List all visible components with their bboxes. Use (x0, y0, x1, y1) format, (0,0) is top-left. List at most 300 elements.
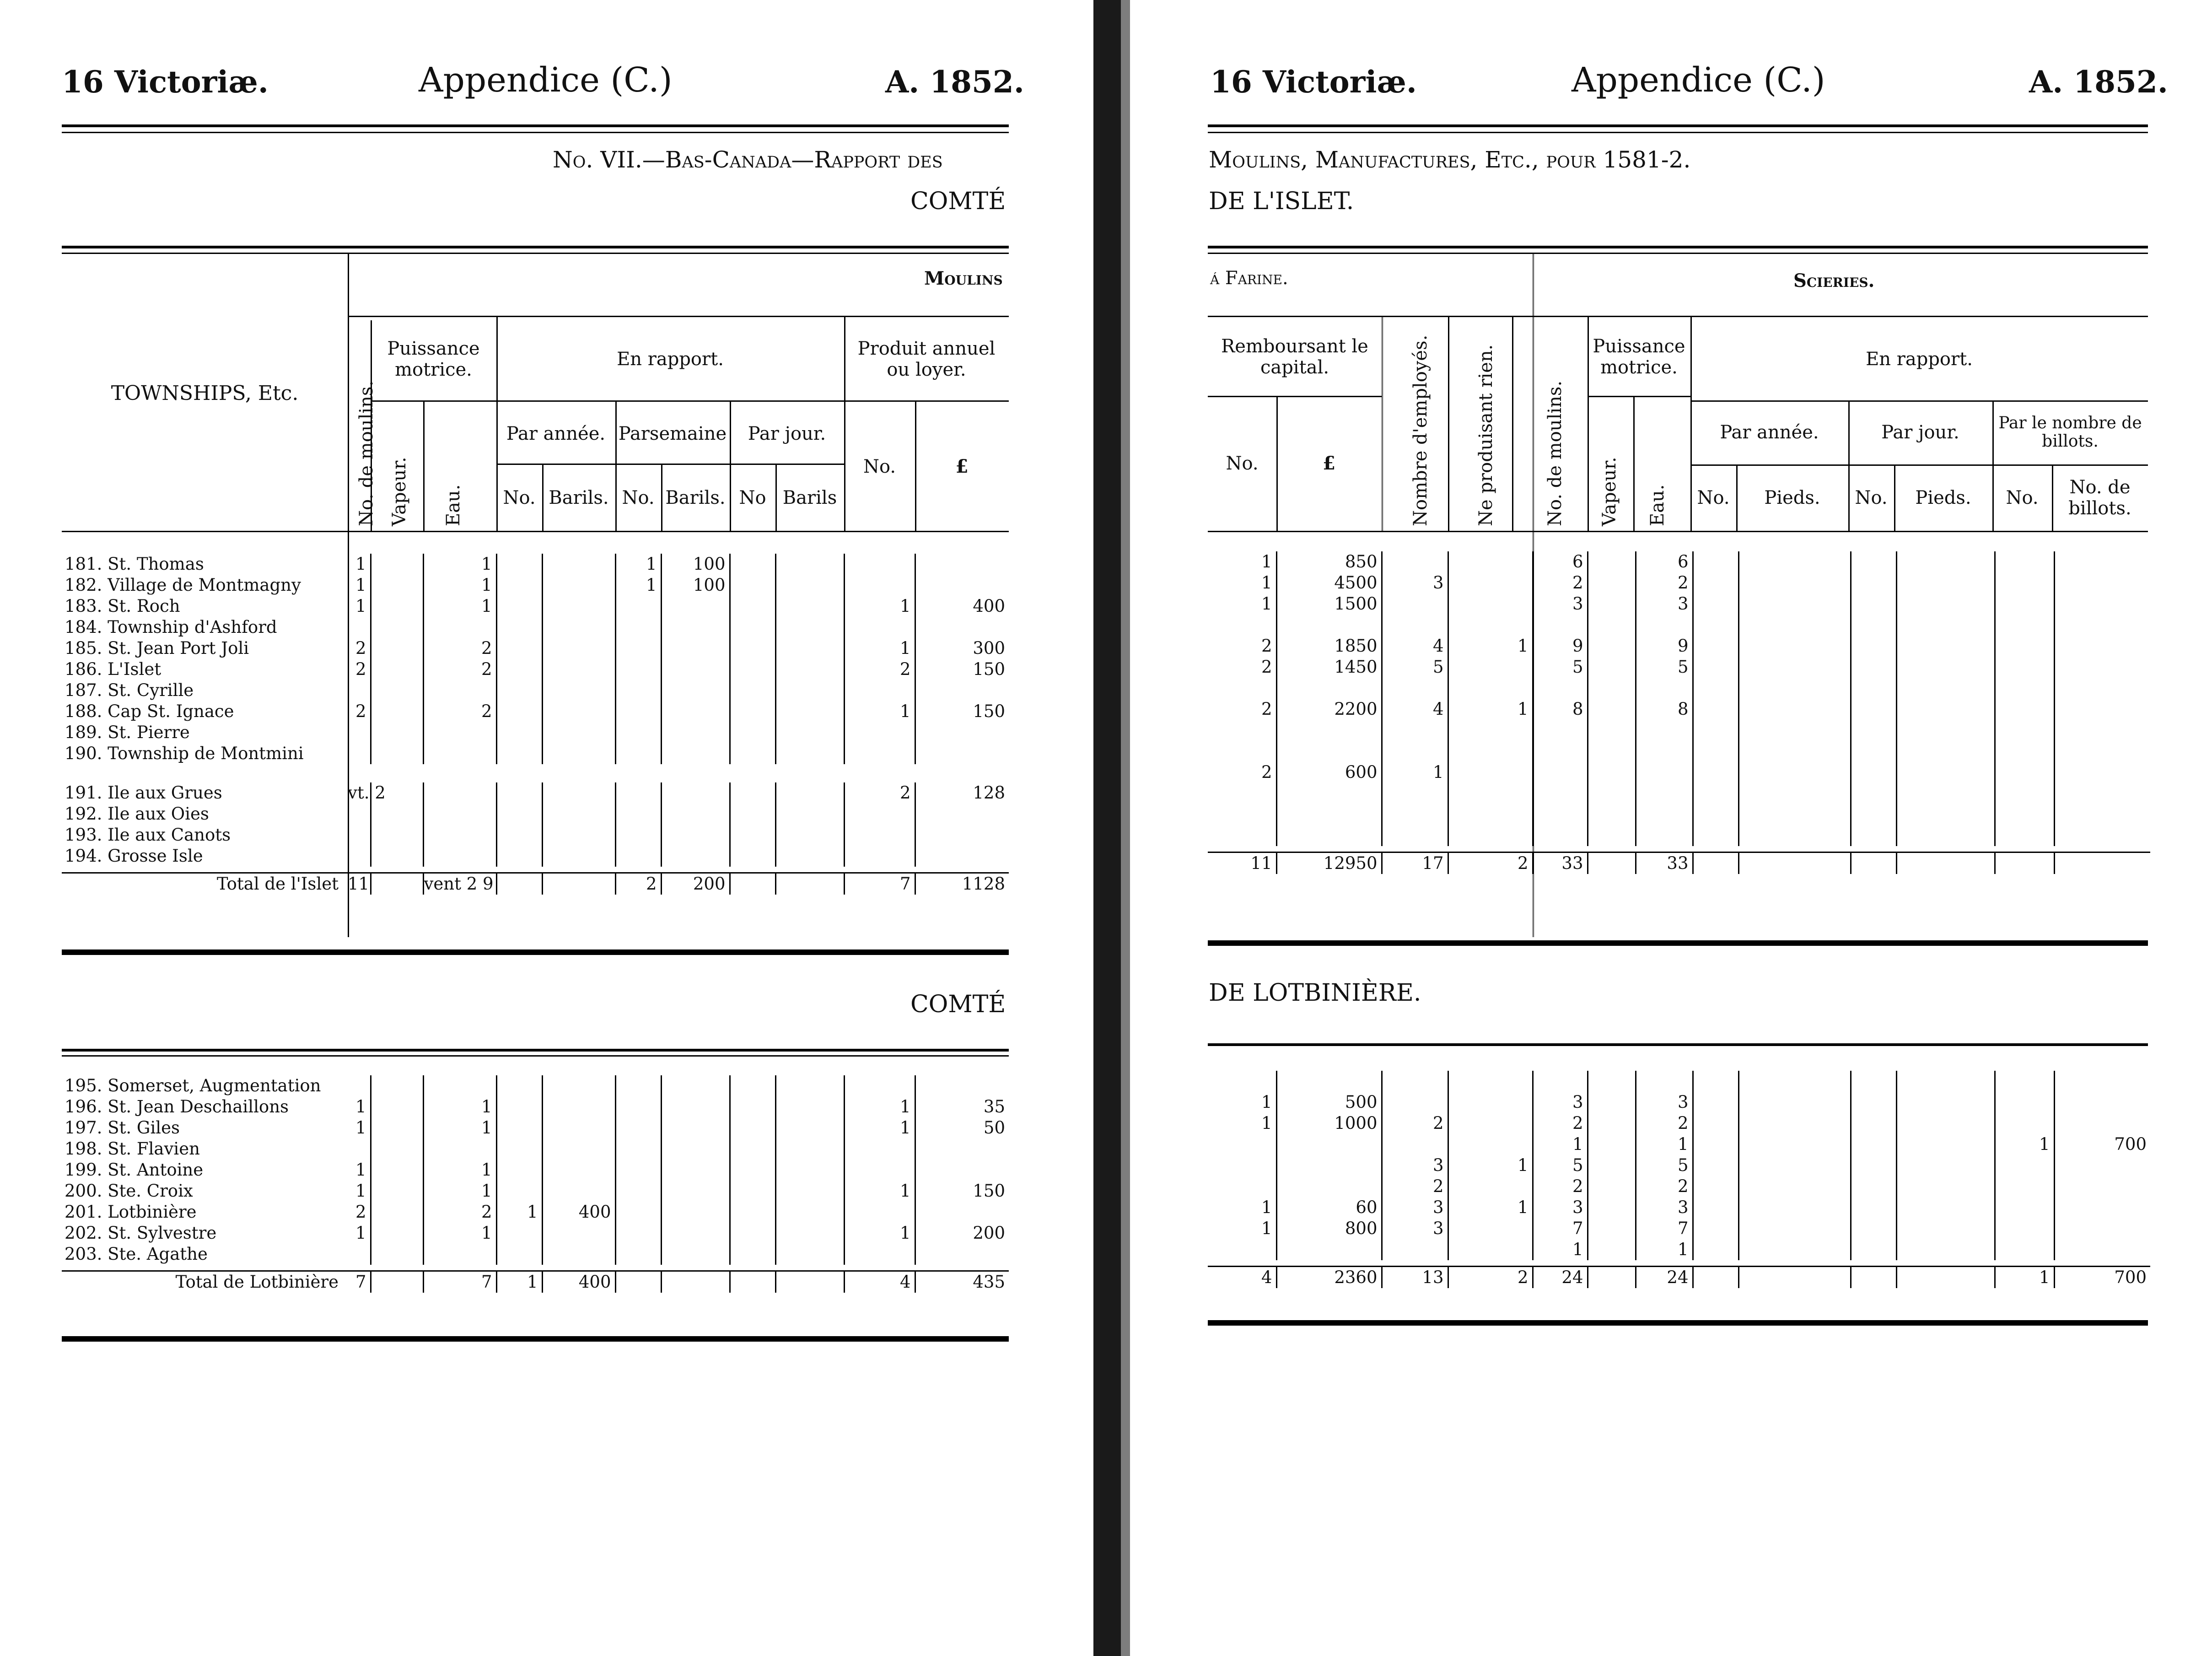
col-no-moulins: No. de moulins. (356, 380, 377, 526)
cell-pr_no (844, 1244, 915, 1265)
cell-nm: 6 (1533, 551, 1588, 572)
cell-pj_no (1851, 825, 1896, 846)
cell-emp: 3 (1382, 572, 1448, 593)
cell-vapeur (371, 701, 423, 722)
cell-rno: 1 (1208, 1218, 1276, 1239)
cell-pj_no (730, 846, 775, 867)
cell-eau: 9 (1636, 636, 1693, 657)
cell-pb_no (1995, 852, 2054, 874)
cell-pj_no (1851, 762, 1896, 783)
cell-vapeur (371, 722, 423, 743)
cell-pj_no (1851, 852, 1896, 874)
cell-pb_no (1995, 551, 2054, 572)
cell-ps_b (661, 1271, 730, 1293)
cell-np (1448, 551, 1533, 572)
cell-emp: 2 (1382, 1113, 1448, 1134)
cell-np: 2 (1448, 1267, 1533, 1289)
cell-pj_no (730, 1223, 775, 1244)
cell-moulins (348, 722, 371, 743)
cell-pa_b (542, 575, 615, 596)
col-en-rapport: En rapport. (1866, 349, 1973, 370)
cell-pj_no (1851, 615, 1896, 636)
hdr-vl (661, 464, 662, 531)
cell-pa_p (1738, 615, 1851, 636)
cell-rl (1276, 804, 1382, 825)
cell-ps_no (615, 680, 661, 701)
cell-pa_p (1738, 657, 1851, 678)
col-employes: Nombre d'employés. (1410, 334, 1431, 526)
cell-vap (1588, 852, 1636, 874)
col-pb-no: No. (2006, 487, 2039, 508)
cell-rno (1208, 825, 1276, 846)
cell-emp: 13 (1382, 1267, 1448, 1289)
cell-rno: 1 (1208, 1092, 1276, 1113)
cell-pa_p (1738, 572, 1851, 593)
cell-eau: 5 (1636, 657, 1693, 678)
cell-pj_no (730, 1244, 775, 1265)
cell-eau (423, 825, 496, 846)
cell-pr_no (844, 846, 915, 867)
cell-eau: 8 (1636, 699, 1693, 720)
row-number: 195. (65, 1076, 108, 1095)
separator-cell (62, 1265, 1009, 1271)
row-number: 196. (65, 1097, 108, 1117)
cell-moulins: 2 (348, 659, 371, 680)
cell-pr_no (844, 554, 915, 575)
cell-pj_no (730, 1117, 775, 1138)
township-name (62, 722, 348, 743)
table-row (62, 743, 1009, 764)
cell-pj_b (775, 873, 844, 895)
cell-pj_b (775, 1271, 844, 1293)
cell-nm: 2 (1533, 572, 1588, 593)
table-row (1208, 1155, 2150, 1176)
township-name (62, 659, 348, 680)
cell-ps_b (661, 659, 730, 680)
cell-pa_b (542, 701, 615, 722)
cell-pj_b (775, 575, 844, 596)
cell-eau (423, 782, 496, 804)
cell-pj_no (1851, 741, 1896, 762)
cell-emp (1382, 678, 1448, 699)
cell-pb_no (1995, 1071, 2054, 1092)
cell-nm: 7 (1533, 1218, 1588, 1239)
cell-pa_b (542, 1075, 615, 1096)
table-row (1208, 1239, 2150, 1260)
cell-pr_l (915, 554, 1009, 575)
cell-nm (1533, 615, 1588, 636)
township-label: Ile aux Grues (108, 783, 222, 803)
cell-eau (423, 722, 496, 743)
cell-np (1448, 1113, 1533, 1134)
cell-pr_no (844, 1138, 915, 1160)
cell-pa_p (1738, 1218, 1851, 1239)
township-name (62, 782, 348, 804)
cell-pj_p (1896, 657, 1995, 678)
table-row (62, 804, 1009, 825)
table-row (1208, 636, 2150, 657)
cell-eau: 2 (1636, 1176, 1693, 1197)
cell-eau: 2 (423, 659, 496, 680)
cell-pb_no (1995, 572, 2054, 593)
cell-pr_l: 400 (973, 596, 1005, 616)
cell-pb_no (1995, 1176, 2054, 1197)
cell-rl (1276, 1134, 1382, 1155)
cell-eau: 1 (423, 554, 496, 575)
cell-pa_p (1738, 593, 1851, 615)
cell-rno: 1 (1208, 551, 1276, 572)
cell-pb_b (2054, 1176, 2150, 1197)
cell-pa_p (1738, 551, 1851, 572)
table-row (1208, 678, 2150, 699)
cell-vapeur (371, 617, 423, 638)
table-row (1208, 720, 2150, 741)
cell-pb_no (1995, 593, 2054, 615)
col-par-semaine: Parsemaine (618, 423, 727, 444)
cell-vap (1588, 636, 1636, 657)
hdr-line-1 (1208, 316, 2148, 317)
table-row (1208, 1113, 2150, 1134)
cell-pa_b (542, 1138, 615, 1160)
row-number: 192. (65, 804, 108, 824)
total-label: Total de Lotbinière (175, 1272, 339, 1292)
cell-vap (1588, 572, 1636, 593)
header-rule-2 (1208, 132, 2148, 133)
cell-ps_b: 200 (661, 873, 730, 895)
cell-rno (1208, 720, 1276, 741)
cell-ps_no (615, 596, 661, 617)
cell-ps_no (615, 659, 661, 680)
cell-pa_no (496, 659, 542, 680)
table-row (1208, 783, 2150, 804)
cell-np (1448, 615, 1533, 636)
col-par-annee: Par année. (1720, 422, 1819, 443)
cell-ps_b (661, 596, 730, 617)
cell-pr_l: 200 (973, 1223, 1005, 1243)
cell-pr_no (844, 722, 915, 743)
cell-pj_p (1896, 852, 1995, 874)
cell-rno (1208, 741, 1276, 762)
table-row (62, 1181, 1009, 1202)
cell-pa_p (1738, 1113, 1851, 1134)
cell-eau: 2 (423, 701, 496, 722)
township-name (62, 596, 348, 617)
cell-eau: 1 (423, 596, 496, 617)
cell-rl: 1500 (1276, 593, 1382, 615)
cell-pj_b (775, 701, 844, 722)
cell-emp (1382, 825, 1448, 846)
township-label: Ste. Croix (108, 1181, 193, 1201)
cell-vap (1588, 825, 1636, 846)
cell-pa_no (496, 554, 542, 575)
cell-eau (423, 617, 496, 638)
cell-pb_b (2054, 852, 2150, 874)
cell-pj_p (1896, 699, 1995, 720)
cell-np: 1 (1448, 636, 1533, 657)
township-name (62, 1117, 348, 1138)
cell-vap (1588, 741, 1636, 762)
cell-pr_no: 2 (844, 782, 915, 804)
cell-rl: 600 (1276, 762, 1382, 783)
cell-pa_b (542, 1160, 615, 1181)
cell-vap (1588, 1197, 1636, 1218)
cell-vapeur (371, 554, 423, 575)
cell-pa_p (1738, 1267, 1851, 1289)
cell-emp (1382, 615, 1448, 636)
cell-pb_no (1995, 720, 2054, 741)
cell-pa_p (1738, 1155, 1851, 1176)
table-row (62, 1160, 1009, 1181)
cell-eau (1636, 825, 1693, 846)
cell-emp (1382, 783, 1448, 804)
cell-pa_no (1693, 1155, 1738, 1176)
col-pa-barils: Barils. (549, 487, 609, 508)
cell-moulins (348, 617, 371, 638)
cell-pj_b (775, 1138, 844, 1160)
cell-pa_no (496, 1160, 542, 1181)
col-pb-billots: No. de billots. (2068, 476, 2131, 519)
cell-nm: 8 (1533, 699, 1588, 720)
cell-ps_no (615, 1160, 661, 1181)
cell-pa_no (496, 1117, 542, 1138)
cell-ps_b (661, 1181, 730, 1202)
cell-pj_no (1851, 1134, 1896, 1155)
col-pa-no: No. (503, 487, 536, 508)
cell-ps_b (661, 1096, 730, 1117)
cell-np (1448, 825, 1533, 846)
cell-ps_no (615, 1244, 661, 1265)
cell-np: 1 (1448, 1155, 1533, 1176)
cell-vapeur (371, 743, 423, 764)
row-number: 189. (65, 723, 108, 742)
cell-ps_no (615, 1181, 661, 1202)
cell-pb_no (1995, 1197, 2054, 1218)
table-row (62, 1096, 1009, 1117)
cell-pa_p (1738, 1134, 1851, 1155)
cell-moulins (348, 680, 371, 701)
cell-pj_b (775, 743, 844, 764)
cell-np (1448, 593, 1533, 615)
col-eau: Eau. (1647, 484, 1668, 526)
cell-emp: 4 (1382, 699, 1448, 720)
township-label: Ile aux Canots (108, 825, 231, 845)
hdr-line-2b (1588, 396, 1690, 397)
cell-ps_no (615, 617, 661, 638)
cell-pr_l (915, 1138, 1009, 1160)
cell-pa_no (1693, 1267, 1738, 1289)
cell-ps_b (661, 743, 730, 764)
township-label: St. Jean Port Joli (108, 638, 249, 658)
hdr-vl (1588, 316, 1589, 531)
cell-pa_no: 1 (496, 1202, 542, 1223)
cell-pb_b (2054, 678, 2150, 699)
cell-nm: 3 (1533, 1092, 1588, 1113)
cell-moulins (348, 1138, 371, 1160)
cell-pr_l: 128 (973, 783, 1005, 803)
cell-np: 1 (1448, 1197, 1533, 1218)
cell-pb_no (1995, 741, 2054, 762)
cell-np (1448, 741, 1533, 762)
cell-pj_no (1851, 1071, 1896, 1092)
cell-pa_no (1693, 1113, 1738, 1134)
cell-pr_no (844, 743, 915, 764)
cell-eau: 1 (423, 575, 496, 596)
cell-pj_no (730, 1138, 775, 1160)
cell-pj_b (775, 804, 844, 825)
header-right: A. 1852. (885, 64, 1024, 100)
cell-emp (1382, 1071, 1448, 1092)
cell-pa_no (496, 701, 542, 722)
cell-eau: 6 (1636, 551, 1693, 572)
table2-top-rule (1208, 1043, 2148, 1046)
cell-pa_no (1693, 1218, 1738, 1239)
cell-pj_no (730, 680, 775, 701)
cell-moulins (348, 1244, 371, 1265)
table-row (62, 638, 1009, 659)
cell-pa_b (542, 554, 615, 575)
cell-vapeur (371, 1223, 423, 1244)
cell-pa_p (1738, 1176, 1851, 1197)
cell-pb_no (1995, 1113, 2054, 1134)
cell-vap (1588, 551, 1636, 572)
right-page (1130, 0, 2212, 1656)
cell-pa_b (542, 1096, 615, 1117)
header-rule (1208, 124, 2148, 127)
cell-pj_no (730, 722, 775, 743)
col-vapeur: Vapeur. (389, 457, 410, 526)
separator-cell (1208, 1260, 2150, 1267)
township-label: Township de Montmini (108, 744, 304, 763)
cell-pr_l (915, 680, 1009, 701)
cell-pb_b: 700 (2114, 1268, 2147, 1287)
cell-eau: 2 (423, 1202, 496, 1223)
cell-np (1448, 804, 1533, 825)
cell-emp: 17 (1382, 852, 1448, 874)
separator-cell (62, 867, 1009, 873)
cell-pa_no (1693, 1092, 1738, 1113)
table-row (1208, 593, 2150, 615)
cell-rl: 800 (1276, 1218, 1382, 1239)
township-label: Somerset, Augmentation (108, 1076, 321, 1095)
col-pj-no: No. (1855, 487, 1888, 508)
cell-rno (1208, 615, 1276, 636)
cell-pj_p (1896, 804, 1995, 825)
cell-moulins: 1 (348, 596, 371, 617)
separator-cell (1208, 846, 2150, 852)
cell-eau (1636, 678, 1693, 699)
cell-vapeur (371, 1075, 423, 1096)
cell-pj_b (775, 1244, 844, 1265)
township-label: Cap St. Ignace (108, 701, 234, 721)
header-right: A. 1852. (2029, 64, 2168, 100)
spacer-row (62, 764, 1009, 782)
cell-np (1448, 762, 1533, 783)
county-label-lotbiniere: DE LOTBINIÈRE. (1209, 979, 1421, 1007)
cell-moulins: 1 (348, 554, 371, 575)
cell-pb_b (2054, 825, 2150, 846)
cell-emp (1382, 1134, 1448, 1155)
col-par-jour: Par jour. (1881, 422, 1959, 443)
cell-eau (1636, 720, 1693, 741)
row-number: 193. (65, 825, 108, 845)
cell-pj_b (775, 782, 844, 804)
township-name (62, 1202, 348, 1223)
cell-pa_no (496, 873, 542, 895)
cell-pr_l (915, 1075, 1009, 1096)
cell-ps_no (615, 1202, 661, 1223)
cell-pj_p (1896, 825, 1995, 846)
cell-nm (1533, 762, 1588, 783)
cell-emp: 3 (1382, 1155, 1448, 1176)
cell-pa_no (496, 596, 542, 617)
cell-rno (1208, 1239, 1276, 1260)
book-gutter (1093, 0, 1130, 1656)
hdr-vl (2052, 464, 2053, 531)
cell-eau: 5 (1636, 1155, 1693, 1176)
hdr-bottom-line (1208, 531, 2148, 532)
cell-pa_b (542, 596, 615, 617)
cell-nm (1533, 783, 1588, 804)
cell-pa_b (542, 1181, 615, 1202)
hdr-vl (496, 316, 498, 531)
cell-eau: 1 (423, 1223, 496, 1244)
cell-ps_b: 100 (661, 554, 730, 575)
cell-pa_p (1738, 1071, 1851, 1092)
cell-pb_b (2054, 551, 2150, 572)
cell-emp (1382, 741, 1448, 762)
cell-pb_b (2054, 1092, 2150, 1113)
cell-moulins: 1 (348, 1117, 371, 1138)
cell-pa_no (496, 782, 542, 804)
township-name (62, 1223, 348, 1244)
cell-pa_no (1693, 551, 1738, 572)
cell-moulins: 1 (348, 1181, 371, 1202)
row-number: 182. (65, 575, 108, 595)
row-number: 186. (65, 659, 108, 679)
cell-pj_p (1896, 636, 1995, 657)
cell-moulins: 1 (348, 1223, 371, 1244)
cell-nm (1533, 825, 1588, 846)
cell-pj_p (1896, 1071, 1995, 1092)
col-puissance: Puissance motrice. (1593, 336, 1685, 378)
hdr-vl (542, 464, 544, 531)
table-top-rule-2 (62, 253, 1009, 254)
cell-eau: 7 (423, 1271, 496, 1293)
cell-pj_b (775, 722, 844, 743)
col-no-moulins: No. de moulins. (1545, 380, 1566, 526)
cell-ps_no (615, 1223, 661, 1244)
cell-pr_l: 35 (983, 1097, 1005, 1117)
cell-ps_no: 2 (615, 873, 661, 895)
cell-pj_no (1851, 678, 1896, 699)
cell-pa_p (1738, 1239, 1851, 1260)
hdr-vl (1276, 396, 1278, 531)
cell-ps_no (615, 1117, 661, 1138)
cell-pa_b (542, 873, 615, 895)
cell-vapeur (371, 825, 423, 846)
col-produit-pound: £ (955, 456, 969, 477)
cell-pa_no (496, 638, 542, 659)
table2-top-rule-2 (62, 1055, 1009, 1057)
cell-vap (1588, 1155, 1636, 1176)
cell-rl: 1450 (1276, 657, 1382, 678)
total-row (1208, 852, 2150, 874)
cell-pj_p (1896, 1155, 1995, 1176)
hdr-line-2a (1208, 396, 1382, 397)
total-label: Total de l'Islet (216, 874, 339, 894)
cell-nm: 33 (1533, 852, 1588, 874)
township-name (62, 1096, 348, 1117)
